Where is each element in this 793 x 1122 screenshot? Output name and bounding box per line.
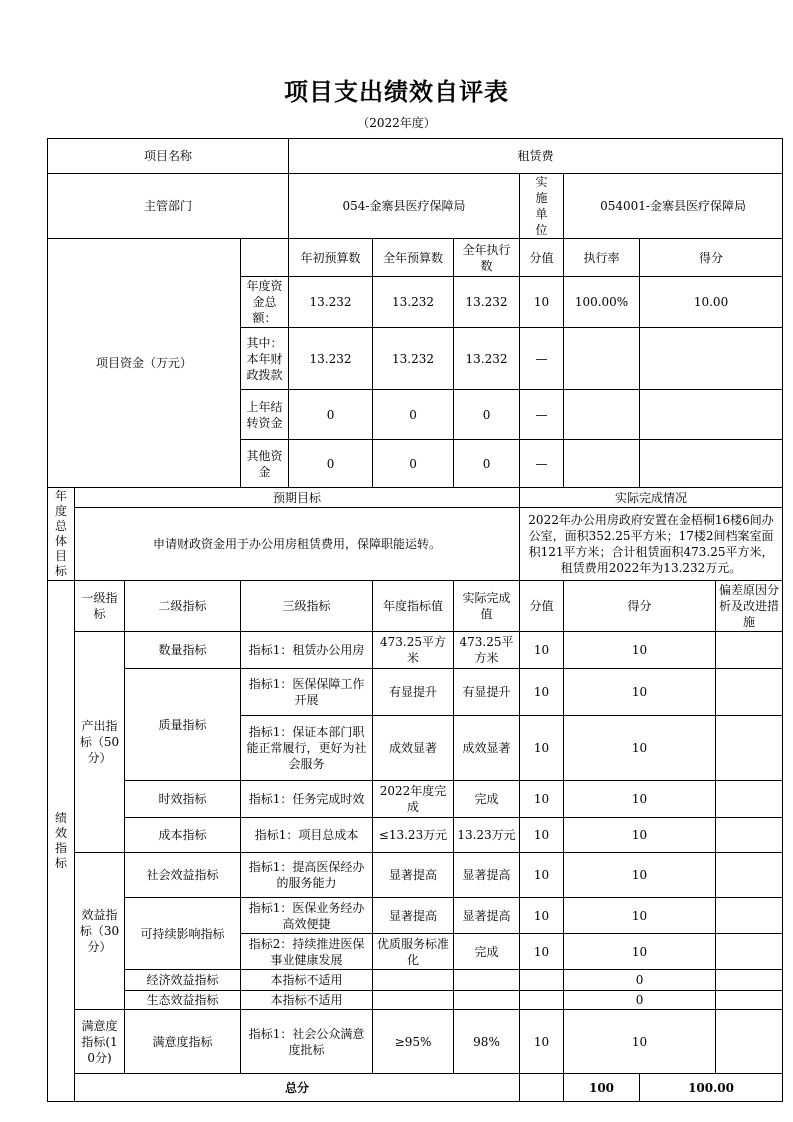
got-value: 0 bbox=[564, 991, 716, 1010]
project-name-row bbox=[48, 139, 783, 174]
indicators-header-4: 实际完成值 bbox=[454, 581, 520, 632]
note-value bbox=[716, 1010, 783, 1074]
note-value bbox=[716, 853, 783, 898]
level3-label: 指标1：保证本部门职能正常履行，更好为社会服务 bbox=[241, 716, 373, 781]
funds-row-label: 其中：本年财政拨款 bbox=[241, 328, 289, 390]
note-value bbox=[716, 781, 783, 818]
funds-cell: 0 bbox=[373, 390, 454, 440]
indicators-header-7: 偏差原因分析及改进措施 bbox=[716, 581, 783, 632]
level1-benefit: 效益指标（30分） bbox=[75, 853, 125, 1010]
funds-cell bbox=[640, 390, 783, 440]
funds-cell bbox=[640, 440, 783, 488]
funds-cell: 13.232 bbox=[289, 328, 373, 390]
note-value bbox=[716, 991, 783, 1010]
actual-value: 473.25平方米 bbox=[454, 632, 520, 669]
indicators-header-5: 分值 bbox=[520, 581, 564, 632]
actual-value: 成效显著 bbox=[454, 716, 520, 781]
actual-value: 完成 bbox=[454, 934, 520, 970]
score-value: 10 bbox=[520, 781, 564, 818]
target-value: 473.25平方米 bbox=[373, 632, 454, 669]
funds-header-blank bbox=[241, 239, 289, 277]
implementing-unit-value: 054001-金寨县医疗保障局 bbox=[564, 174, 783, 239]
page-title: 项目支出绩效自评表 bbox=[284, 77, 509, 106]
funds-cell bbox=[564, 390, 640, 440]
goals-content-row bbox=[48, 508, 783, 581]
score-value bbox=[520, 970, 564, 991]
department-label: 主管部门 bbox=[48, 174, 289, 239]
funds-cell: 0 bbox=[454, 440, 520, 488]
note-value bbox=[716, 716, 783, 781]
indicator-row bbox=[48, 1010, 783, 1074]
got-value: 10 bbox=[564, 669, 716, 716]
actual-value: 显著提高 bbox=[454, 853, 520, 898]
goals-expected-header: 预期目标 bbox=[75, 488, 520, 508]
total-label: 总分 bbox=[75, 1074, 520, 1102]
indicators-header-6: 得分 bbox=[564, 581, 716, 632]
got-value: 10 bbox=[564, 898, 716, 934]
self-evaluation-table bbox=[47, 138, 783, 1102]
page-subtitle: （2022年度） bbox=[357, 116, 436, 130]
funds-cell bbox=[564, 328, 640, 390]
department-row bbox=[48, 174, 783, 239]
actual-value bbox=[454, 991, 520, 1010]
funds-header-row bbox=[48, 239, 783, 277]
funds-header-1: 全年预算数 bbox=[373, 239, 454, 277]
funds-header-0: 年初预算数 bbox=[289, 239, 373, 277]
note-value bbox=[716, 669, 783, 716]
target-value: 成效显著 bbox=[373, 716, 454, 781]
level2-label: 社会效益指标 bbox=[125, 853, 241, 898]
indicator-row bbox=[48, 970, 783, 991]
note-value bbox=[716, 970, 783, 991]
indicators-header-row bbox=[48, 581, 783, 632]
funds-cell bbox=[640, 328, 783, 390]
note-value bbox=[716, 934, 783, 970]
level3-label: 本指标不适用 bbox=[241, 970, 373, 991]
actual-value: 13.23万元 bbox=[454, 818, 520, 853]
funds-cell bbox=[564, 440, 640, 488]
target-value: 有显提升 bbox=[373, 669, 454, 716]
level2-label: 数量指标 bbox=[125, 632, 241, 669]
level2-label: 质量指标 bbox=[125, 669, 241, 781]
funds-row-label: 上年结转资金 bbox=[241, 390, 289, 440]
level2-label: 时效指标 bbox=[125, 781, 241, 818]
funds-header-4: 执行率 bbox=[564, 239, 640, 277]
indicator-row bbox=[48, 781, 783, 818]
target-value: 2022年度完成 bbox=[373, 781, 454, 818]
funds-cell: — bbox=[520, 328, 564, 390]
note-value bbox=[716, 818, 783, 853]
level3-label: 指标1：任务完成时效 bbox=[241, 781, 373, 818]
got-value: 10 bbox=[564, 853, 716, 898]
got-value: 10 bbox=[564, 818, 716, 853]
total-score: 100 bbox=[564, 1074, 640, 1102]
target-value: ≥95% bbox=[373, 1010, 454, 1074]
indicators-header-1: 二级指标 bbox=[125, 581, 241, 632]
got-value: 10 bbox=[564, 716, 716, 781]
got-value: 10 bbox=[564, 632, 716, 669]
target-value: 优质服务标准化 bbox=[373, 934, 454, 970]
got-value: 0 bbox=[564, 970, 716, 991]
score-value: 10 bbox=[520, 716, 564, 781]
got-value: 10 bbox=[564, 934, 716, 970]
actual-value: 显著提高 bbox=[454, 898, 520, 934]
indicator-row bbox=[48, 669, 783, 716]
funds-header-5: 得分 bbox=[640, 239, 783, 277]
level3-label: 本指标不适用 bbox=[241, 991, 373, 1010]
indicator-row bbox=[48, 632, 783, 669]
score-value: 10 bbox=[520, 1010, 564, 1074]
level3-label: 指标2：持续推进医保事业健康发展 bbox=[241, 934, 373, 970]
funds-header-2: 全年执行数 bbox=[454, 239, 520, 277]
target-value: 显著提高 bbox=[373, 853, 454, 898]
funds-cell: 13.232 bbox=[454, 328, 520, 390]
funds-header-3: 分值 bbox=[520, 239, 564, 277]
implementing-unit-label: 实施单位 bbox=[520, 174, 564, 239]
total-blank bbox=[520, 1074, 564, 1102]
indicator-row bbox=[48, 898, 783, 934]
score-value: 10 bbox=[520, 853, 564, 898]
target-value bbox=[373, 991, 454, 1010]
indicators-header-2: 三级指标 bbox=[241, 581, 373, 632]
department-value: 054-金寨县医疗保障局 bbox=[289, 174, 520, 239]
score-value: 10 bbox=[520, 934, 564, 970]
funds-cell: 13.232 bbox=[373, 328, 454, 390]
actual-value: 完成 bbox=[454, 781, 520, 818]
funds-cell: 13.232 bbox=[289, 277, 373, 328]
actual-value: 98% bbox=[454, 1010, 520, 1074]
indicators-header-3: 年度指标值 bbox=[373, 581, 454, 632]
funds-cell: 0 bbox=[289, 440, 373, 488]
project-name-label: 项目名称 bbox=[48, 139, 289, 174]
total-got: 100.00 bbox=[640, 1074, 783, 1102]
note-value bbox=[716, 632, 783, 669]
funds-cell: 13.232 bbox=[454, 277, 520, 328]
funds-cell: 10 bbox=[520, 277, 564, 328]
score-value: 10 bbox=[520, 669, 564, 716]
target-value: ≤13.23万元 bbox=[373, 818, 454, 853]
got-value: 10 bbox=[564, 781, 716, 818]
funds-row-label: 其他资金 bbox=[241, 440, 289, 488]
target-value: 显著提高 bbox=[373, 898, 454, 934]
level3-label: 指标1：提高医保经办的服务能力 bbox=[241, 853, 373, 898]
level2-label: 成本指标 bbox=[125, 818, 241, 853]
funds-cell: 13.232 bbox=[373, 277, 454, 328]
indicators-header-0: 一级指标 bbox=[75, 581, 125, 632]
goals-label: 年度总体目标 bbox=[48, 488, 75, 581]
actual-value: 有显提升 bbox=[454, 669, 520, 716]
funds-cell: 100.00% bbox=[564, 277, 640, 328]
funds-cell: 0 bbox=[373, 440, 454, 488]
got-value: 10 bbox=[564, 1010, 716, 1074]
level1-output: 产出指标（50分） bbox=[75, 632, 125, 853]
level3-label: 指标1：租赁办公用房 bbox=[241, 632, 373, 669]
level2-label: 满意度指标 bbox=[125, 1010, 241, 1074]
goals-actual-text: 2022年办公用房政府安置在金梧桐16楼6间办公室，面积352.25平方米；17楼2间档案室面积121平方米；合计租赁面积473.25平方米，租赁费用2022年为13.232万元。 bbox=[520, 508, 783, 581]
total-row bbox=[48, 1074, 783, 1102]
score-value bbox=[520, 991, 564, 1010]
level2-label: 生态效益指标 bbox=[125, 991, 241, 1010]
funds-cell: — bbox=[520, 390, 564, 440]
indicator-row bbox=[48, 818, 783, 853]
score-value: 10 bbox=[520, 818, 564, 853]
funds-cell: 10.00 bbox=[640, 277, 783, 328]
goals-actual-header: 实际完成情况 bbox=[520, 488, 783, 508]
funds-cell: 0 bbox=[454, 390, 520, 440]
level3-label: 指标1：医保保障工作开展 bbox=[241, 669, 373, 716]
level2-label: 经济效益指标 bbox=[125, 970, 241, 991]
indicators-section-label: 绩效指标 bbox=[48, 581, 75, 1102]
target-value bbox=[373, 970, 454, 991]
level3-label: 指标1：医保业务经办高效便捷 bbox=[241, 898, 373, 934]
funds-cell: — bbox=[520, 440, 564, 488]
funds-label: 项目资金（万元） bbox=[48, 239, 241, 488]
level3-label: 指标1：项目总成本 bbox=[241, 818, 373, 853]
indicator-row bbox=[48, 853, 783, 898]
goals-expected-text: 申请财政资金用于办公用房租赁费用，保障职能运转。 bbox=[75, 508, 520, 581]
indicator-row bbox=[48, 991, 783, 1010]
score-value: 10 bbox=[520, 898, 564, 934]
level1-satisfaction: 满意度指标(10分) bbox=[75, 1010, 125, 1074]
level3-label: 指标1：社会公众满意度批标 bbox=[241, 1010, 373, 1074]
actual-value bbox=[454, 970, 520, 991]
funds-row-label: 年度资金总额： bbox=[241, 277, 289, 328]
note-value bbox=[716, 898, 783, 934]
funds-cell: 0 bbox=[289, 390, 373, 440]
level2-label: 可持续影响指标 bbox=[125, 898, 241, 970]
project-name-value: 租赁费 bbox=[289, 139, 783, 174]
score-value: 10 bbox=[520, 632, 564, 669]
goals-header-row bbox=[48, 488, 783, 508]
